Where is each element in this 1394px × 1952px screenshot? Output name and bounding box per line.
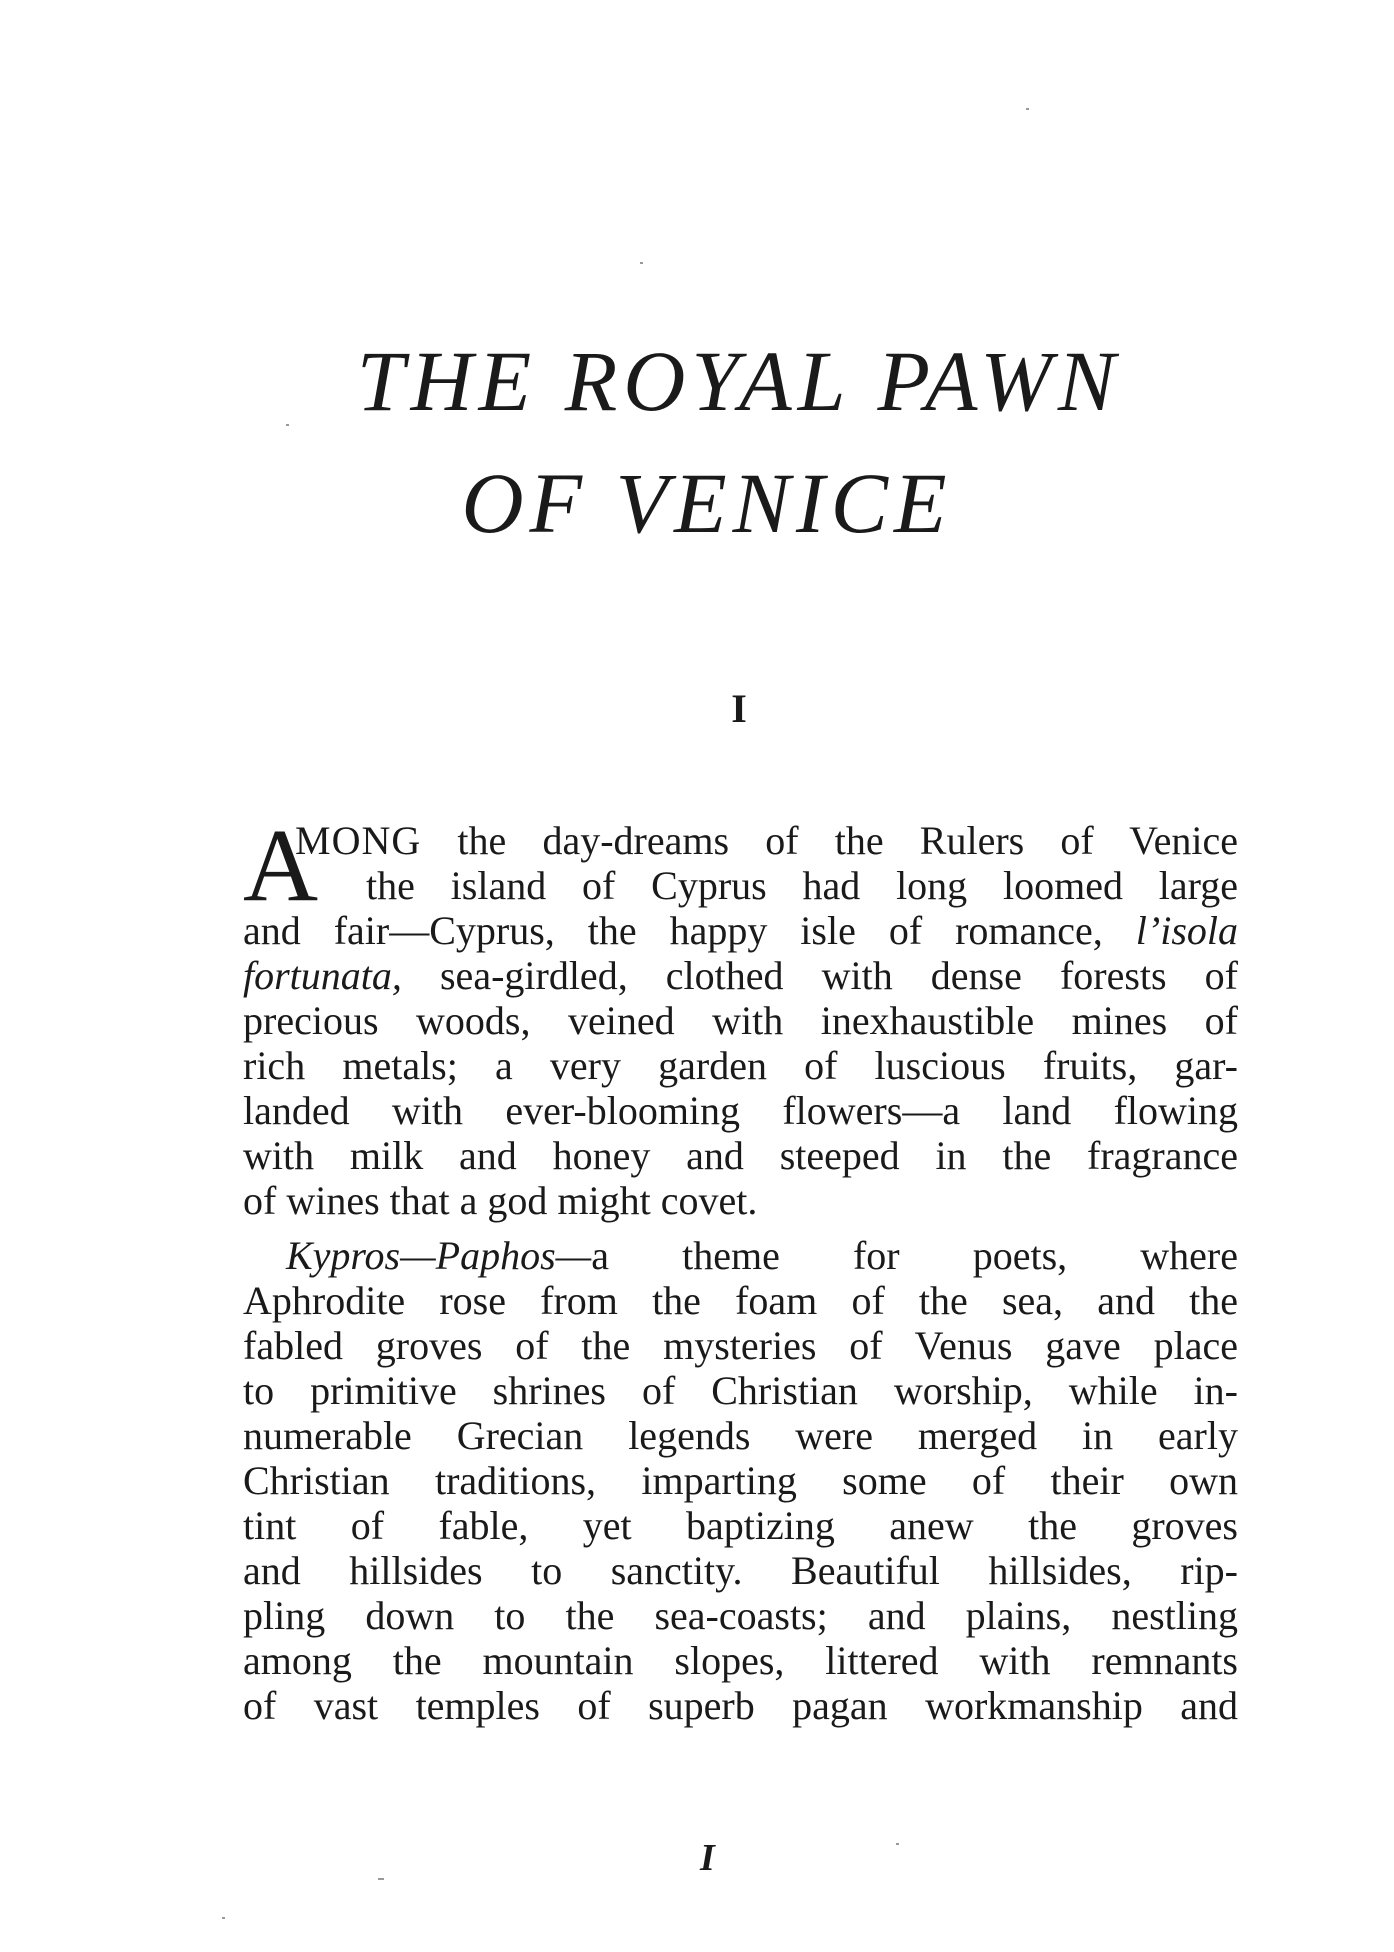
text-line: the island of Cyprus had long loomed large	[366, 863, 1238, 908]
scan-speck	[222, 1917, 225, 1919]
book-title-line-2: OF VENICE	[461, 455, 953, 551]
scan-speck	[1026, 108, 1029, 110]
paragraph-2	[243, 1233, 1238, 1728]
text-line: rich metals; a very garden of luscious fruits, gar-	[243, 1043, 1238, 1088]
text-line: with milk and honey and steeped in the fragrance	[243, 1133, 1238, 1178]
page-number: I	[700, 1837, 715, 1879]
text-line: landed with ever-blooming flowers—a land flowing	[243, 1088, 1238, 1133]
text-line: of vast temples of superb pagan workmanship and	[243, 1683, 1238, 1728]
text-line: Christian traditions, imparting some of their own	[243, 1458, 1238, 1503]
first-word-small-caps: MONG	[295, 818, 422, 863]
line-text: the day-dreams of the Rulers of Venice	[421, 818, 1238, 863]
text-line: numerable Grecian legends were merged in early	[243, 1413, 1238, 1458]
text-line: and hillsides to sanctity. Beautiful hillsides, rip-	[243, 1548, 1238, 1593]
italic-phrase: Kypros—Paphos—	[286, 1233, 592, 1278]
drop-cap: A	[243, 808, 319, 923]
italic-phrase: l’isola	[1135, 908, 1239, 953]
line-text: a theme for poets, where	[591, 1233, 1238, 1278]
line-text: and fair—Cyprus, the happy isle of romance,	[243, 908, 1103, 953]
text-line: fabled groves of the mysteries of Venus gave place	[243, 1323, 1238, 1368]
scan-speck	[286, 424, 289, 426]
scan-speck	[378, 1878, 384, 1880]
text-line: among the mountain slopes, littered with remnants	[243, 1638, 1238, 1683]
scan-speck	[896, 1843, 899, 1845]
text-line: of wines that a god might covet.	[243, 1178, 758, 1223]
paragraph-1	[243, 808, 1239, 1223]
scan-speck	[640, 262, 643, 264]
text-line: tint of fable, yet baptizing anew the groves	[243, 1503, 1238, 1548]
text-line	[243, 908, 1238, 953]
text-line: precious woods, veined with inexhaustible mines of	[243, 998, 1238, 1043]
text-line	[243, 1233, 1238, 1278]
text-line	[243, 818, 1238, 863]
italic-phrase: fortunata,	[243, 953, 402, 998]
line-text: sea-girdled, clothed with dense forests of	[401, 953, 1238, 998]
book-title-line-1: THE ROYAL PAWN	[356, 333, 1122, 429]
text-line: to primitive shrines of Christian worship, while in-	[243, 1368, 1238, 1413]
text-line: Aphrodite rose from the foam of the sea, and the	[243, 1278, 1238, 1323]
chapter-number: I	[731, 686, 747, 731]
text-line: pling down to the sea-coasts; and plains, nestling	[243, 1593, 1238, 1638]
text-line	[243, 953, 1238, 998]
